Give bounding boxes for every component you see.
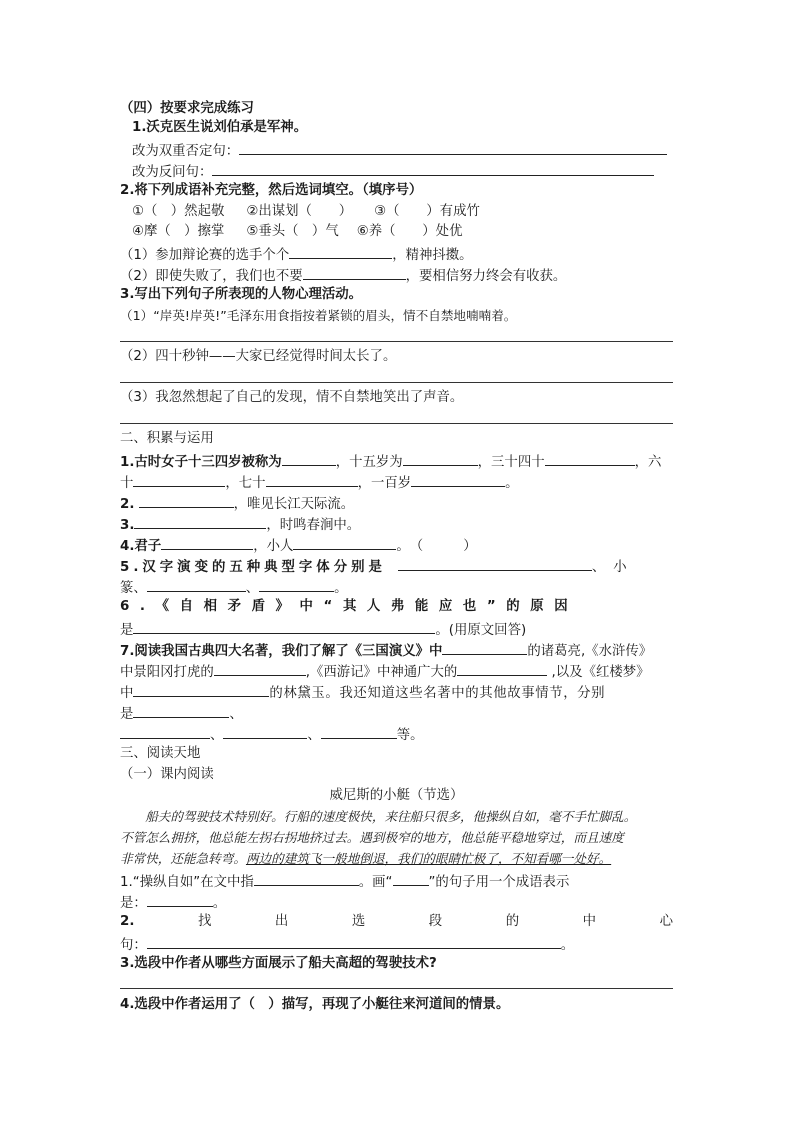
- s4-q1: 1.沃克医生说刘伯承是军神。: [132, 120, 308, 135]
- s4-q3: 3.写出下列句子所表现的人物心理活动。: [120, 287, 363, 302]
- s4-q1-double-negative: 改为双重否定句：: [132, 140, 667, 161]
- answer-blank[interactable]: [139, 493, 234, 508]
- s2-q7-line4: 是 、: [120, 703, 243, 724]
- s2-q1-line1: 1.古时女子十三四岁被称为 ，十五岁为 ，三十四十 ，六: [120, 451, 661, 472]
- s4-q2-row2: ④摩（ ）擦掌 ⑤垂头（ ）气 ⑥养（ ）处优: [132, 224, 463, 239]
- s2-q7-line5: 、 、 等。: [120, 724, 424, 745]
- s2-q1-line2: 十 ，七十 ，一百岁 。: [120, 472, 519, 493]
- passage-line-1: 船夫的驾驶技术特别好。行船的速度极快，来往船只很多，他操纵自如，毫不手忙脚乱。: [120, 809, 637, 824]
- answer-blank[interactable]: [545, 451, 635, 466]
- answer-blank[interactable]: [393, 871, 429, 886]
- answer-blank[interactable]: [120, 724, 210, 739]
- answer-blank[interactable]: [239, 140, 667, 155]
- answer-blank[interactable]: [321, 724, 397, 739]
- s2-q5-line2: 篆、 、 。: [120, 577, 348, 598]
- passage-line-2: 不管怎么拥挤，他总能左拐右拐地挤过去。遇到极窄的地方，他总能平稳地穿过，而且速度: [120, 830, 624, 845]
- answer-line[interactable]: [120, 382, 673, 383]
- section-4-title: （四）按要求完成练习: [120, 101, 254, 116]
- s4-q1-rhetorical: 改为反问句：: [132, 161, 654, 182]
- s2-q7-line3: 中 的林黛玉。我还知道这些名著中的其他故事情节，分别: [120, 682, 605, 703]
- answer-blank[interactable]: [133, 619, 435, 634]
- s2-q4: 4.君子 ，小人 。 （ ）: [120, 535, 477, 556]
- s2-q2: 2. ，唯见长江天际流。: [120, 493, 354, 514]
- answer-blank[interactable]: [212, 161, 654, 176]
- s4-q3-3: （3）我忽然想起了自己的发现，情不自禁地笑出了声音。: [120, 390, 464, 405]
- passage-title: 威尼斯的小艇（节选）: [329, 788, 464, 803]
- s4-q3-1: （1）“岸英!岸英!”毛泽东用食指按着紧锁的眉头，情不自禁地喃喃着。: [120, 308, 517, 323]
- answer-blank[interactable]: [133, 703, 229, 718]
- s2-q3: 3. ，时鸣春涧中。: [120, 514, 360, 535]
- answer-blank[interactable]: [161, 535, 253, 550]
- answer-blank[interactable]: [259, 577, 334, 592]
- answer-line[interactable]: [120, 423, 673, 424]
- s3-q2-line2: 句： 。: [120, 934, 574, 955]
- answer-line[interactable]: [120, 988, 673, 989]
- s3-q4: 4.选段中作者运用了（ ）描写，再现了小艇往来河道间的情景。: [120, 997, 510, 1012]
- answer-blank[interactable]: [303, 265, 406, 280]
- answer-blank[interactable]: [282, 451, 336, 466]
- underlined-sentence: 两边的建筑飞一般地倒退，我们的眼睛忙极了，不知看哪一处好。: [245, 851, 612, 866]
- answer-blank[interactable]: [214, 661, 306, 676]
- section-3-subtitle: （一）课内阅读: [120, 767, 214, 782]
- s2-q7-line1: 7.阅读我国古典四大名著，我们了解了《三国演义》中 的诸葛亮,《水浒传》: [120, 640, 652, 661]
- answer-blank[interactable]: [457, 661, 547, 676]
- answer-blank[interactable]: [147, 577, 246, 592]
- answer-blank[interactable]: [293, 535, 396, 550]
- answer-blank[interactable]: [254, 871, 359, 886]
- answer-blank[interactable]: [403, 451, 478, 466]
- section-2-title: 二、积累与运用: [120, 431, 214, 446]
- s3-q1-line2: 是： 。: [120, 892, 226, 913]
- answer-line[interactable]: [120, 341, 673, 342]
- answer-blank[interactable]: [147, 892, 213, 907]
- answer-blank[interactable]: [411, 472, 505, 487]
- answer-blank[interactable]: [266, 472, 358, 487]
- section-3-title: 三、阅读天地: [120, 746, 201, 761]
- answer-blank[interactable]: [147, 934, 561, 949]
- s4-q2-row1: ①（ ）然起敬 ②出谋划（ ） ③（ ）有成竹: [132, 204, 480, 219]
- s4-q2: 2.将下列成语补充完整，然后选词填空。（填序号）: [120, 183, 423, 198]
- s3-q2-line1: 2. 找 出 选 段 的 中 心: [120, 914, 673, 929]
- s2-q6-line1: 6.《自相矛盾》中“其人弗能应也”的原因: [120, 599, 579, 614]
- s3-q1-line1: 1.“操纵自如”在文中指 。画“ ”的句子用一个成语表示: [120, 871, 569, 892]
- s4-q2-fill-2: （2）即使失败了，我们也不要 ，要相信努力终会有收获。: [120, 265, 566, 286]
- answer-blank[interactable]: [442, 640, 527, 655]
- s2-q6-line2: 是 。(用原文回答): [120, 619, 526, 640]
- s3-q3: 3.选段中作者从哪些方面展示了船夫高超的驾驶技术?: [120, 956, 437, 971]
- s4-q2-fill-1: （1）参加辩论赛的选手个个 ，精神抖擞。: [120, 244, 473, 265]
- answer-blank[interactable]: [223, 724, 307, 739]
- answer-blank[interactable]: [133, 682, 269, 697]
- s2-q5-line1: 5.汉字演变的五种典型字体分别是 、小: [120, 556, 635, 577]
- answer-blank[interactable]: [133, 472, 225, 487]
- answer-blank[interactable]: [134, 514, 266, 529]
- answer-blank[interactable]: [398, 556, 592, 571]
- answer-blank[interactable]: [289, 244, 392, 259]
- passage-line-3: 非常快，还能急转弯。两边的建筑飞一般地倒退，我们的眼睛忙极了，不知看哪一处好。: [120, 851, 612, 866]
- s4-q3-2: （2）四十秒钟——大家已经觉得时间太长了。: [120, 349, 397, 364]
- s2-q7-line2: 中景阳冈打虎的 ,《西游记》中神通广大的 ,以及《红楼梦》: [120, 661, 650, 682]
